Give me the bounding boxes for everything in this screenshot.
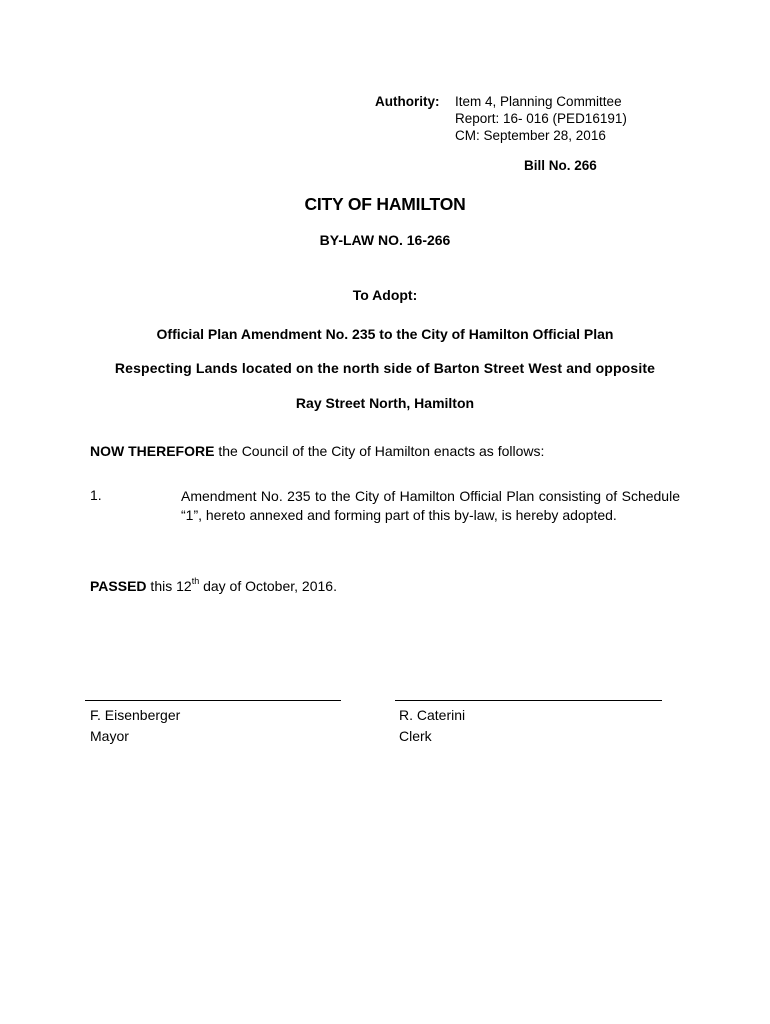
clerk-title: Clerk [399, 728, 432, 744]
mayor-signature-block [90, 705, 180, 747]
bill-number: Bill No. 266 [524, 158, 597, 173]
mayor-signature-line [85, 700, 341, 701]
section-number: 1. [90, 487, 102, 503]
passed-date-line [90, 578, 337, 594]
respecting-lands-line: Respecting Lands located on the north side of Barton Street West and opposite [114, 360, 656, 376]
authority-label: Authority: [375, 94, 440, 109]
mayor-title: Mayor [90, 728, 129, 744]
authority-line-committee: Item 4, Planning Committee [455, 94, 622, 109]
passed-post: day of October, 2016. [199, 578, 337, 594]
enacting-clause-text: the Council of the City of Hamilton enacts as follows: [214, 443, 545, 459]
authority-line-council-meeting: CM: September 28, 2016 [455, 128, 606, 143]
authority-line-report: Report: 16- 016 (PED16191) [455, 111, 627, 126]
enacting-clause [90, 443, 544, 459]
amendment-title: Official Plan Amendment No. 235 to the City of Hamilton Official Plan [156, 326, 614, 342]
section-text: Amendment No. 235 to the City of Hamilton Official Plan consisting of Schedule “1”, hereto annexed and forming part of this by-law, is hereby adopted. [181, 488, 680, 523]
location-line: Ray Street North, Hamilton [295, 395, 475, 411]
clerk-name: R. Caterini [399, 707, 466, 723]
clerk-signature-block [399, 705, 465, 747]
to-adopt-heading: To Adopt: [352, 287, 418, 303]
authority-details [455, 93, 627, 144]
mayor-name: F. Eisenberger [90, 707, 181, 723]
bylaw-number: BY-LAW NO. 16-266 [319, 232, 451, 248]
passed-pre: this 12 [146, 578, 192, 594]
clerk-signature-line [395, 700, 662, 701]
passed-lead: PASSED [90, 578, 147, 594]
document-title: CITY OF HAMILTON [304, 194, 466, 214]
passed-day-suffix: th [191, 576, 200, 586]
enacting-clause-lead: NOW THEREFORE [90, 443, 215, 459]
